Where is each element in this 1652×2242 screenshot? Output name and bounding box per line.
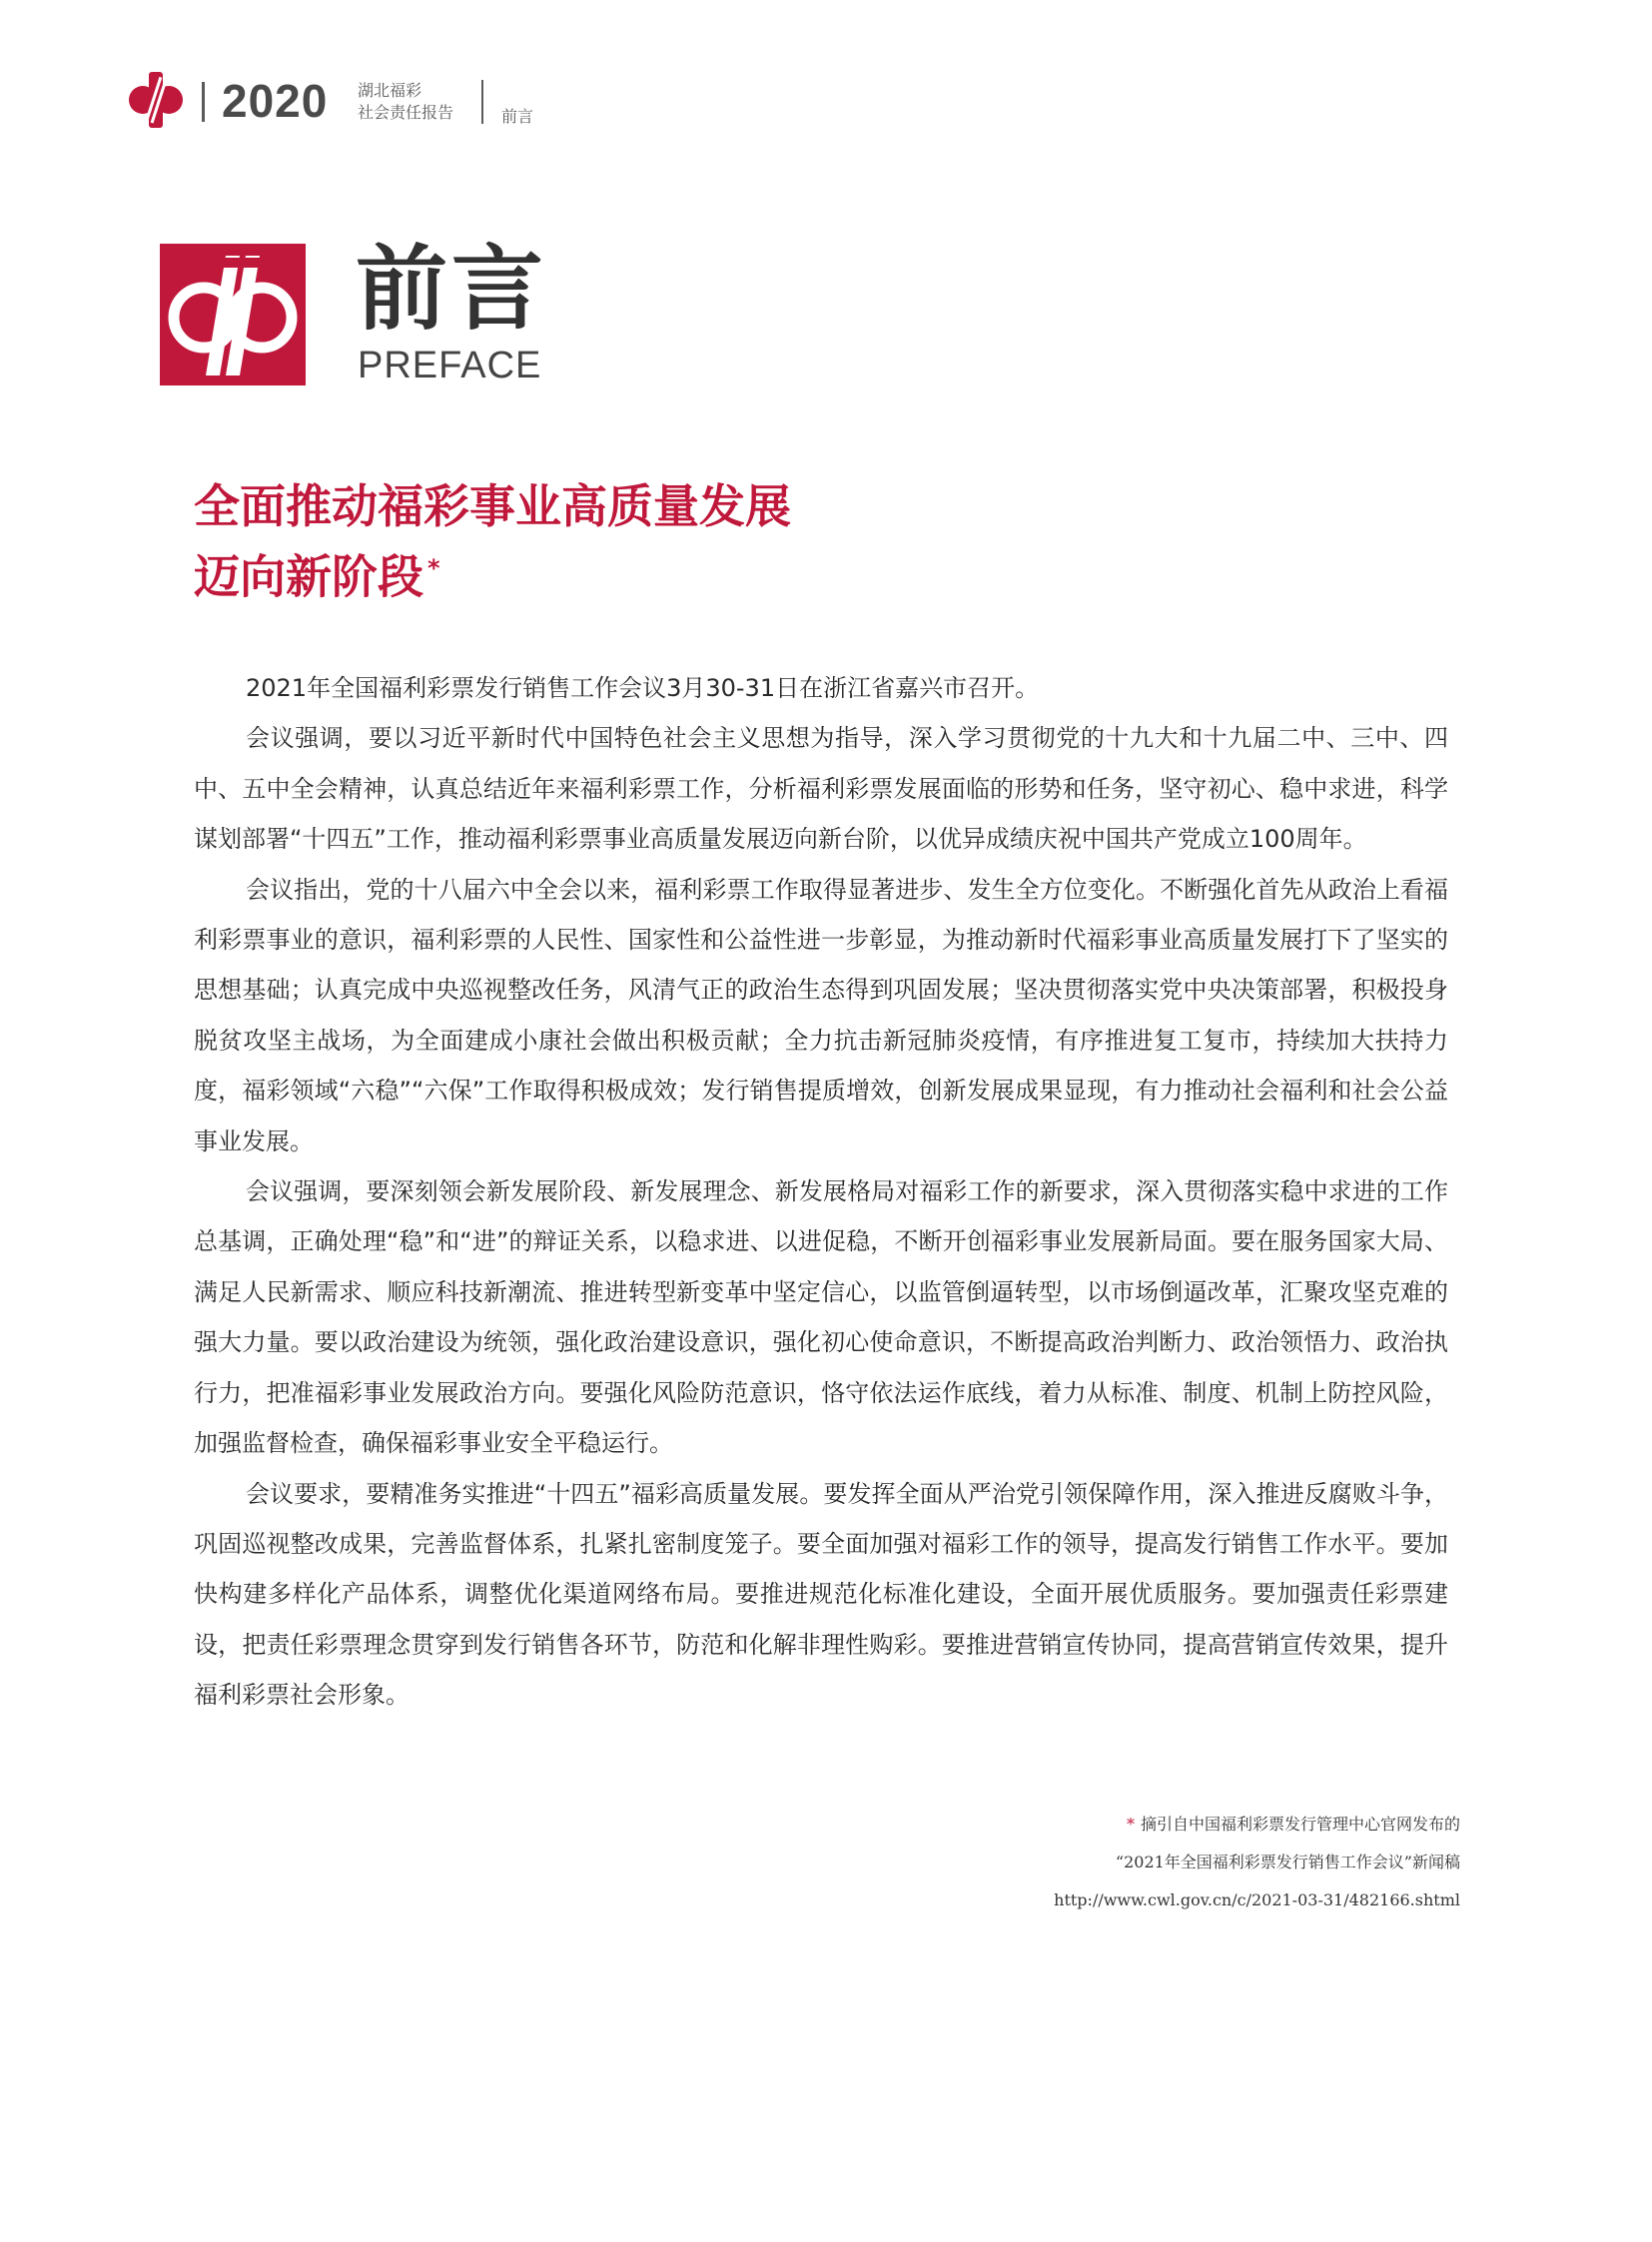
report-subtitle-line2: 社会责任报告 <box>358 103 454 122</box>
headline-line2: 迈向新阶段 <box>194 549 423 604</box>
paragraph-5: 会议要求，要精准务实推进“十四五”福彩高质量发展。要发挥全面从严治党引领保障作用，深入推进反腐败斗争，巩固巡视整改成果，完善监督体系，扎紧扎密制度笼子。要全面加强对福彩工作的领导，提高发行销售工作水平。要加快构建多样化产品体系，调整优化渠道网络布局。要推进规范化标准化建设，全面开展优质服务。要加强责任彩票建设，把责任彩票理念贯穿到发行销售各环节，防范和化解非理性购彩。要推进营销宣传协同，提高营销宣传效果，提升福利彩票社会形象。 <box>194 1479 1448 1710</box>
header-section-label: 前言 <box>501 107 534 126</box>
header-divider-2 <box>481 80 483 124</box>
footnote-mark: * <box>1126 1815 1135 1834</box>
paragraph-2: 会议强调，要以习近平新时代中国特色社会主义思想为指导，深入学习贯彻党的十九大和十九届二中、三中、四中、五中全会精神，认真总结近年来福利彩票工作，分析福利彩票发展面临的形势和任务，坚守初心、稳中求进，科学谋划部署“十四五”工作，推动福利彩票事业高质量发展迈向新台阶，以优异成绩庆祝中国共产党成立100周年。 <box>194 724 1448 854</box>
source-footnote <box>761 1806 1460 1919</box>
preface-title: 前言 <box>356 236 548 343</box>
report-subtitle-line1: 湖北福彩 <box>358 81 422 100</box>
welfare-lottery-logo-icon <box>128 72 184 128</box>
paragraph-4: 会议强调，要深刻领会新发展阶段、新发展理念、新发展格局对福彩工作的新要求，深入贯彻落实稳中求进的工作总基调，正确处理“稳”和“进”的辩证关系，以稳求进、以进促稳，不断开创福彩事业发展新局面。要在服务国家大局、满足人民新需求、顺应科技新潮流、推进转型新变革中坚定信心，以监管倒逼转型，以市场倒逼改革，汇聚攻坚克难的强大力量。要以政治建设为统领，强化政治建设意识，强化初心使命意识，不断提高政治判断力、政治领悟力、政治执行力，把准福彩事业发展政治方向。要强化风险防范意识，恪守依法运作底线，着力从标准、制度、机制上防控风险，加强监督检查，确保福彩事业安全平稳运行。 <box>194 1177 1448 1458</box>
footnote-url: http://www.cwl.gov.cn/c/2021-03-31/482166.shtml <box>1054 1890 1460 1909</box>
footnote-line2: “2021年全国福利彩票发行销售工作会议”新闻稿 <box>1115 1853 1460 1871</box>
report-subtitle <box>358 80 453 124</box>
footnote-line1: 摘引自中国福利彩票发行管理中心官网发布的 <box>1140 1815 1460 1834</box>
preface-logo-icon <box>160 244 306 385</box>
article-body <box>194 663 1448 1721</box>
paragraph-3: 会议指出，党的十八届六中全会以来，福利彩票工作取得显著进步、发生全方位变化。不断强化首先从政治上看福利彩票事业的意识，福利彩票的人民性、国家性和公益性进一步彰显，为推动新时代福彩事业高质量发展打下了坚实的思想基础；认真完成中央巡视整改任务，风清气正的政治生态得到巩固发展；坚决贯彻落实党中央决策部署，积极投身脱贫攻坚主战场，为全面建成小康社会做出积极贡献；全力抗击新冠肺炎疫情，有序推进复工复市，持续加大扶持力度，福彩领域“六稳”“六保”工作取得积极成效；发行销售提质增效，创新发展成果显现，有力推动社会福利和社会公益事业发展。 <box>194 875 1448 1155</box>
preface-title-english: PREFACE <box>358 345 542 386</box>
footnote-marker: * <box>427 554 440 582</box>
report-year: 2020 <box>222 75 329 127</box>
article-headline <box>194 475 1093 607</box>
header-divider <box>202 82 205 122</box>
headline-line1: 全面推动福彩事业高质量发展 <box>194 479 791 533</box>
paragraph-1: 2021年全国福利彩票发行销售工作会议3月30-31日在浙江省嘉兴市召开。 <box>246 674 1040 702</box>
